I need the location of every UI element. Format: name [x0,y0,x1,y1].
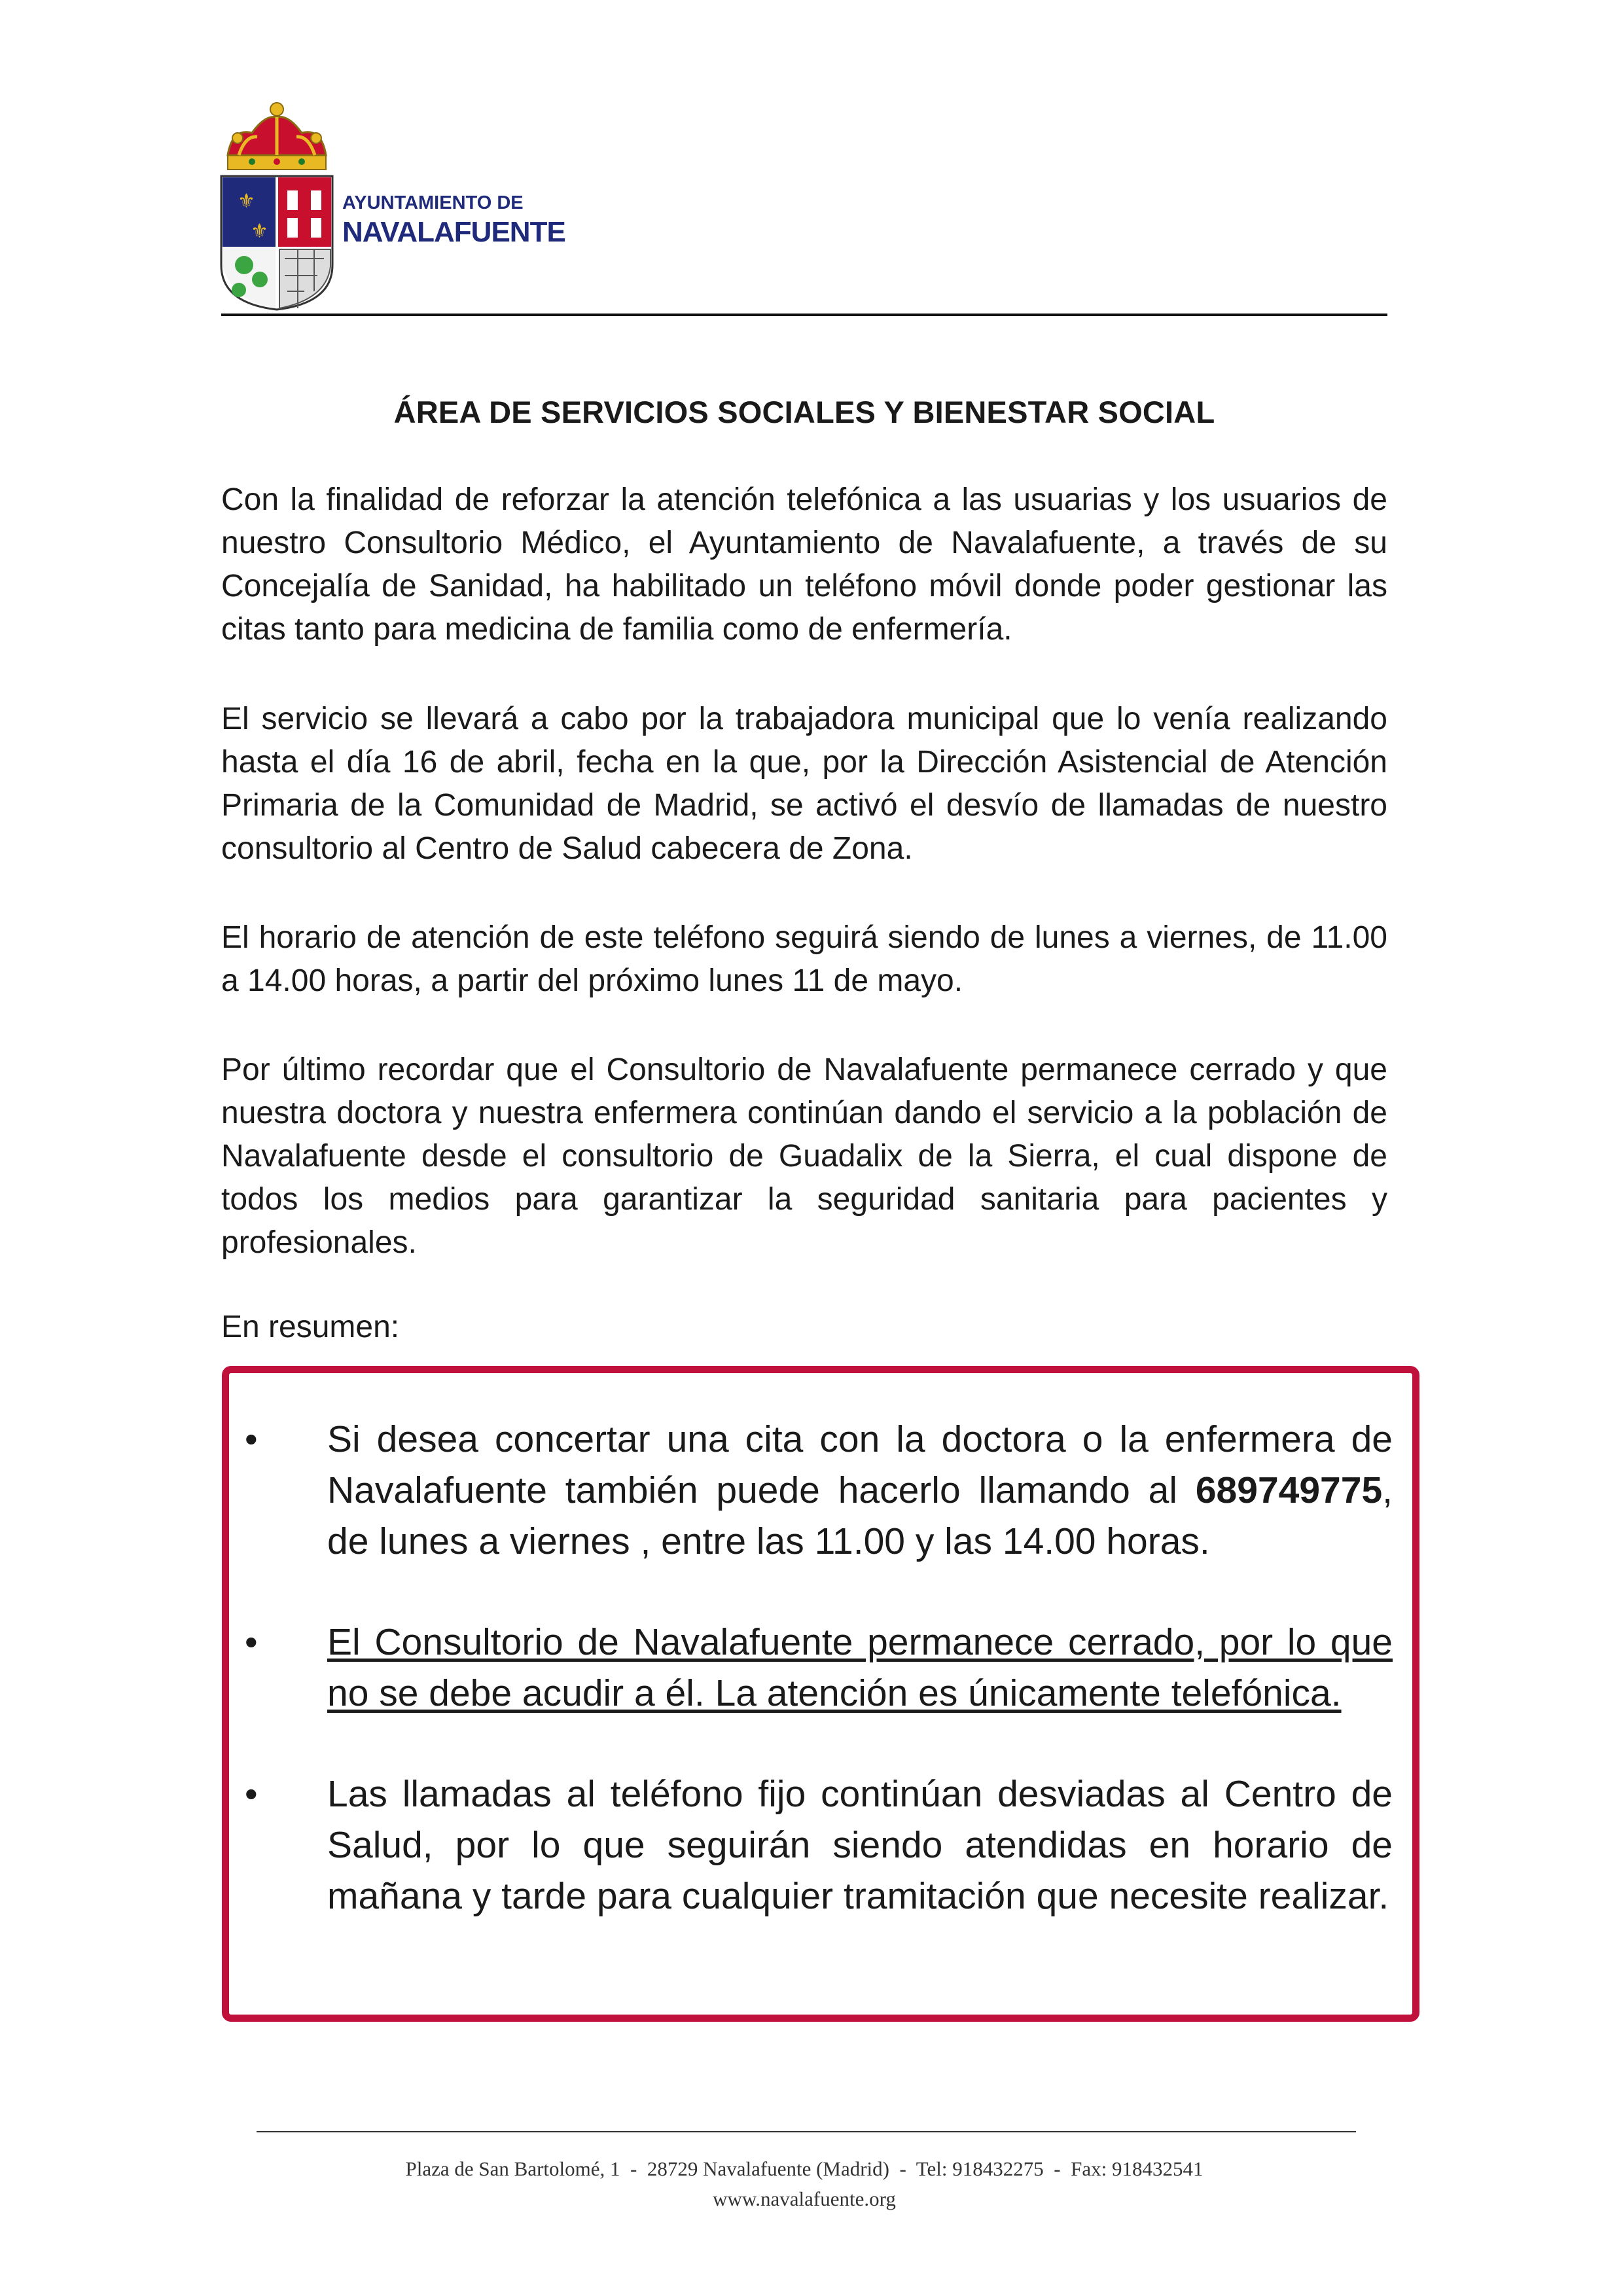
bullet-icon: • [245,1773,258,1814]
phone-number: 689749775 [1195,1469,1383,1511]
paragraph-service: El servicio se llevará a cabo por la trabajadora municipal que lo venía realizando hasta el día 16 de abril, fecha en la que, por la Dirección Asistencial de Atención Primaria de la Comunidad de Madrid, se activó el desvío de llamadas de nuestro consultorio al Centro de Salud cabecera de Zona. [221,702,1387,866]
svg-text:⚜: ⚜ [251,220,268,243]
logo-line-1: AYUNTAMIENTO DE [342,192,524,213]
summary-box [222,1366,1419,2022]
bullet-icon: • [245,1621,258,1662]
bullet2-text: El Consultorio de Navalafuente permanece cerrado, por lo que no se debe acudir a él. La atención es únicamente telefónica. [327,1621,1393,1714]
logo-line-2: NAVALAFUENTE [342,216,565,248]
bullet-icon: • [245,1418,258,1460]
page-title: ÁREA DE SERVICIOS SOCIALES Y BIENESTAR SOCIAL [393,395,1215,429]
summary-lead: En resumen: [221,1310,400,1344]
footer-divider [257,2131,1356,2132]
summary-item-landline [245,1768,1393,1922]
summary-item-closed [245,1617,1393,1719]
bullet1-text-end: , de lunes a viernes , entre las 11.00 y las 14.00 horas. [327,1469,1393,1562]
shield-icon [221,176,332,310]
footer-address: Plaza de San Bartolomé, 1 - 28729 Navalafuente (Madrid) - Tel: 918432275 - Fax: 918432541 [405,2157,1204,2180]
summary-item-appointment [245,1414,1393,1567]
paragraph-closure: Por último recordar que el Consultorio de Navalafuente permanece cerrado y que nuestra doctora y nuestra enfermera continúan dando el servicio a la población de Navalafuente desde el consultorio de Guadalix de la Sierra, el cual dispone de todos los medios para garantizar la seguridad sanitaria para pacientes y profesionales. [221,1052,1387,1260]
crown-icon [228,103,326,170]
municipal-logo [219,95,565,311]
bullet3-text: Las llamadas al teléfono fijo continúan desviadas al Centro de Salud, por lo que seguirán siendo atendidas en horario de mañana y tarde para cualquier tramitación que necesite realizar. [327,1773,1393,1917]
footer-website: www.navalafuente.org [713,2187,896,2210]
bullet1-text-start: Si desea concertar una cita con la doctora o la enfermera de Navalafuente también puede hacerlo llamando al [327,1418,1393,1511]
header-divider [221,314,1387,316]
svg-text:⚜: ⚜ [238,190,255,213]
paragraph-schedule: El horario de atención de este teléfono seguirá siendo de lunes a viernes, de 11.00 a 14.00 horas, a partir del próximo lunes 11 de mayo. [221,920,1387,998]
paragraph-intro: Con la finalidad de reforzar la atención telefónica a las usuarias y los usuarios de nuestro Consultorio Médico, el Ayuntamiento de Navalafuente, a través de su Concejalía de Sanidad, ha habilitado un teléfono móvil donde poder gestionar las citas tanto para medicina de familia como de enfermería. [221,482,1387,647]
